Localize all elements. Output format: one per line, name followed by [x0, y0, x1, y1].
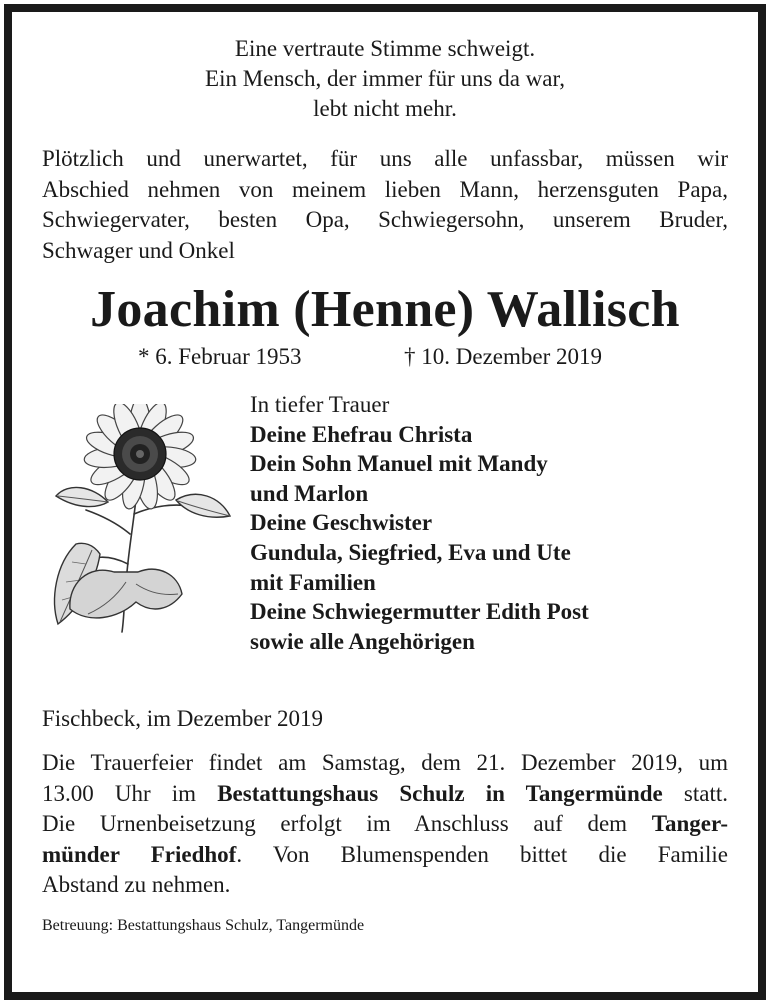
- verse-line: Eine vertraute Stimme schweigt.: [234, 36, 536, 61]
- funeral-line: [42, 809, 728, 840]
- funeral-info: [42, 748, 728, 901]
- intro-line: Plötzlich und unerwartet, für uns alle unfassbar, müssen wir: [42, 146, 728, 171]
- funeral-text: . Von Blumenspenden bittet die Familie: [236, 841, 728, 867]
- care-note: Betreuung: Bestattungshaus Schulz, Tangermünde: [42, 916, 365, 934]
- funeral-venue: Bestattungshaus Schulz in Tangermünde: [217, 780, 663, 806]
- mourning-section: [42, 390, 728, 700]
- place-date: Fischbeck, im Dezember 2019: [42, 706, 324, 731]
- verse-line: Ein Mensch, der immer für uns da war,: [205, 66, 565, 91]
- cemetery-name-part: Tanger-: [651, 811, 728, 836]
- funeral-text: 13.00 Uhr im: [42, 780, 218, 806]
- death-date: † 10. Dezember 2019: [404, 344, 602, 369]
- opening-verse: [42, 34, 728, 124]
- funeral-line: Die Trauerfeier findet am Samstag, dem 21. Dezember 2019, um: [42, 750, 728, 775]
- mourner-line: und Marlon: [250, 480, 369, 506]
- obituary-content: [42, 34, 728, 937]
- life-dates: [42, 340, 728, 374]
- mourner-line: mit Familien: [250, 569, 376, 595]
- intro-line: Schwiegervater, besten Opa, Schwiegersohn, unserem Bruder,: [42, 207, 728, 232]
- mourner-line: Dein Sohn Manuel mit Mandy: [250, 451, 548, 477]
- mourner-line: Deine Geschwister: [250, 510, 433, 536]
- deceased-name: Joachim (Henne) Wallisch: [90, 281, 680, 338]
- intro-line: Schwager und Onkel: [42, 237, 235, 263]
- mourning-intro: In tiefer Trauer: [250, 392, 390, 417]
- cemetery-name-part: münder Friedhof: [42, 841, 237, 867]
- funeral-line: [42, 779, 728, 810]
- mourner-line: Deine Ehefrau Christa: [250, 421, 473, 447]
- funeral-text: statt.: [662, 780, 728, 806]
- sunflower-icon: [48, 404, 238, 639]
- birth-date: * 6. Februar 1953: [138, 344, 302, 369]
- intro-paragraph: [42, 144, 728, 266]
- funeral-line: Abstand zu nehmen.: [42, 872, 231, 897]
- intro-line: Abschied nehmen von meinem lieben Mann, herzensguten Papa,: [42, 176, 728, 202]
- funeral-line: [42, 840, 728, 871]
- funeral-text: Die Urnenbeisetzung erfolgt im Anschluss auf dem: [42, 811, 652, 836]
- obituary-frame: [4, 4, 766, 1000]
- mourner-line: Deine Schwiegermutter Edith Post: [250, 599, 589, 625]
- mourner-line: sowie alle Angehörigen: [250, 628, 475, 654]
- verse-line: lebt nicht mehr.: [313, 96, 457, 121]
- mourner-line: Gundula, Siegfried, Eva und Ute: [250, 539, 571, 565]
- mourners-list: [250, 390, 589, 656]
